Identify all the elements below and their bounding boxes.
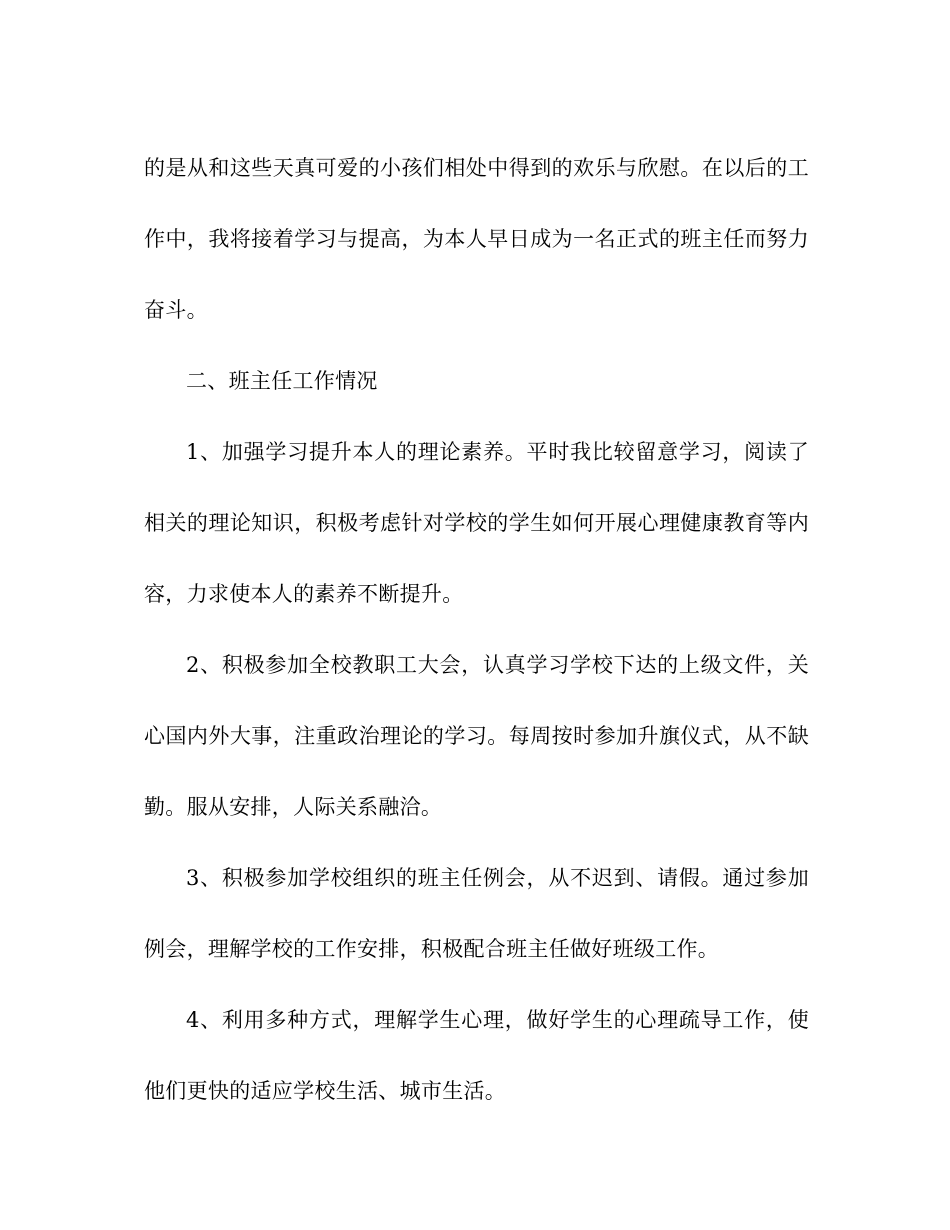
paragraph-item-2: 2、积极参加全校教职工大会，认真学习学校下达的上级文件，关心国内外大事，注重政治理论的学习。每周按时参加升旗仪式，从不缺勤。服从安排，人际关系融洽。 [144, 653, 809, 819]
section-heading: 二、班主任工作情况 [186, 369, 378, 393]
paragraph-item-1: 1、加强学习提升本人的理论素养。平时我比较留意学习，阅读了相关的理论知识，积极考虑针对学校的学生如何开展心理健康教育等内容，力求使本人的素养不断提升。 [144, 440, 809, 606]
paragraph-item-4: 4、利用多种方式，理解学生心理，做好学生的心理疏导工作，使他们更快的适应学校生活、城市生活。 [144, 1008, 809, 1103]
paragraph-item-3: 3、积极参加学校组织的班主任例会，从不迟到、请假。通过参加例会，理解学校的工作安排，积极配合班主任做好班级工作。 [144, 866, 809, 961]
document-body [144, 133, 809, 1127]
paragraph-continuation: 的是从和这些天真可爱的小孩们相处中得到的欢乐与欣慰。在以后的工作中，我将接着学习与提高，为本人早日成为一名正式的班主任而努力奋斗。 [144, 156, 809, 322]
